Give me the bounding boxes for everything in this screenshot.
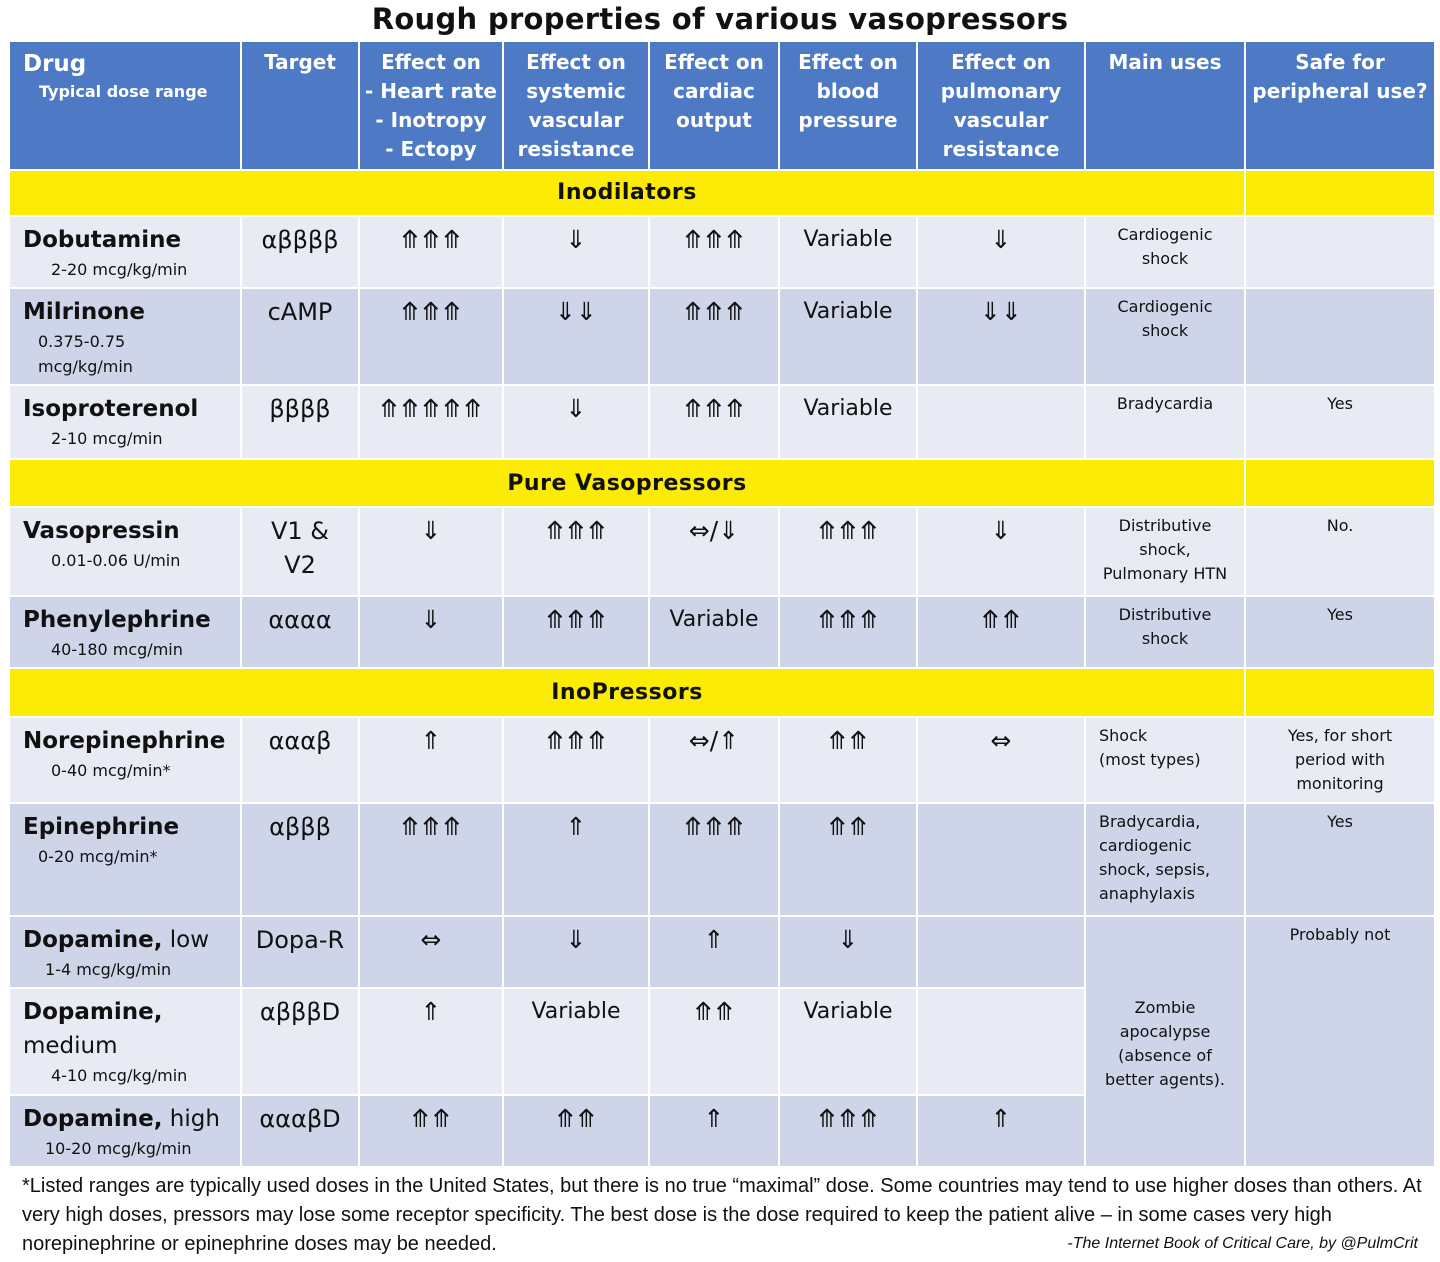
pvr-effect: ⇓ [990, 224, 1012, 254]
section-inodilators [9, 170, 1435, 216]
pvr-effect: ⇔ [990, 725, 1012, 755]
safe-peripheral: Yes [1327, 393, 1353, 413]
drug-cell: Dopamine, high 10-20 mcg/kg/min [9, 1095, 241, 1168]
main-uses: Bradycardia [1116, 393, 1214, 413]
co-effect: ⤊⤊⤊ [682, 811, 746, 841]
header-target: Target [241, 41, 359, 170]
bp-effect: ⤊⤊⤊ [816, 604, 880, 634]
target-value: αβββD [259, 997, 341, 1026]
co-effect: Variable [669, 606, 759, 632]
hr-effect: ⇓ [420, 604, 442, 634]
hr-effect: ⤊⤊⤊ [399, 811, 463, 841]
co-effect: ⤊⤊⤊ [682, 393, 746, 423]
header-safe-peripheral: Safe for peripheral use? [1245, 41, 1435, 170]
pvr-effect: ⤊⤊ [980, 604, 1022, 634]
section-pure-vasopressors [9, 459, 1435, 507]
dopamine-main-uses: Zombie apocalypse (absence of better agents). [1085, 916, 1245, 1167]
bp-effect: ⤊⤊ [827, 811, 869, 841]
co-effect: ⇔/⇑ [688, 725, 740, 755]
section-label: InoPressors [9, 668, 1245, 716]
header-pvr: Effect on pulmonary vascular resistance [917, 41, 1085, 170]
header-drug: Drug Typical dose range [9, 41, 241, 170]
svr-effect: ⤊⤊⤊ [544, 725, 608, 755]
section-label: Pure Vasopressors [9, 459, 1245, 507]
safe-peripheral: Yes [1327, 604, 1353, 624]
main-uses: Cardiogenic shock [1117, 224, 1213, 268]
svr-effect: ⇓ [565, 393, 587, 423]
section-inopressors [9, 668, 1435, 716]
co-effect: ⇑ [703, 924, 725, 954]
hr-effect: ⤊⤊ [410, 1103, 452, 1133]
header-cardiac-output: Effect on cardiac output [649, 41, 779, 170]
safe-peripheral: Yes, for short period with monitoring [1287, 725, 1393, 793]
pvr-effect: ⇓ [990, 516, 1012, 546]
bp-effect: ⤊⤊ [827, 725, 869, 755]
hr-effect: ⇑ [420, 725, 442, 755]
section-label: Inodilators [9, 170, 1245, 216]
target-value: αβββ [269, 812, 331, 841]
table-row [9, 916, 1435, 988]
drug-cell: Dobutamine 2-20 mcg/kg/min [9, 216, 241, 288]
svr-effect: ⤊⤊ [555, 1103, 597, 1133]
drug-cell: Dopamine, medium 4-10 mcg/kg/min [9, 988, 241, 1095]
svr-effect: ⤊⤊⤊ [544, 516, 608, 546]
main-uses: Distributive shock [1118, 604, 1212, 648]
header-main-uses: Main uses [1085, 41, 1245, 170]
co-effect: ⇑ [703, 1103, 725, 1133]
dopamine-safe-peripheral: Probably not [1245, 916, 1435, 1167]
table-row [9, 385, 1435, 459]
bp-effect: ⇓ [837, 924, 859, 954]
target-value: αααβD [259, 1104, 341, 1133]
svr-effect: ⇓ [565, 224, 587, 254]
hr-effect: ⤊⤊⤊ [399, 224, 463, 254]
header-row [9, 41, 1435, 170]
safe-peripheral [1246, 217, 1434, 223]
bp-effect: Variable [803, 226, 893, 252]
bp-effect: Variable [803, 395, 893, 421]
co-effect: ⤊⤊⤊ [682, 224, 746, 254]
bp-effect: ⤊⤊⤊ [816, 1103, 880, 1133]
main-uses: Distributive shock, Pulmonary HTN [1102, 516, 1228, 584]
safe-peripheral: Yes [1327, 811, 1353, 831]
bp-effect: Variable [803, 299, 893, 325]
pvr-effect: ⇓⇓ [980, 297, 1022, 327]
safe-peripheral: No. [1326, 516, 1354, 536]
page-title: Rough properties of various vasopressors [371, 2, 1069, 36]
pvr-effect [918, 386, 1084, 392]
table-row [9, 596, 1435, 668]
header-heart-rate: Effect on - Heart rate - Inotropy - Ectopy [359, 41, 503, 170]
drug-cell: Milrinone 0.375-0.75 mcg/kg/min [9, 288, 241, 385]
table-row [9, 507, 1435, 595]
credit: -The Internet Book of Critical Care, by @PulmCrit [1063, 1235, 1418, 1253]
pvr-effect: ⇑ [990, 1103, 1012, 1133]
co-effect: ⇔/⇓ [688, 516, 740, 546]
target-value: αββββ [261, 225, 339, 254]
target-value: αααβ [268, 726, 332, 755]
table-row [9, 803, 1435, 916]
hr-effect: ⇓ [420, 516, 442, 546]
hr-effect: ⤊⤊⤊ [399, 297, 463, 327]
co-effect: ⤊⤊ [693, 996, 735, 1026]
drug-cell: Vasopressin 0.01-0.06 U/min [9, 507, 241, 595]
drug-cell: Phenylephrine 40-180 mcg/min [9, 596, 241, 668]
svr-effect: ⇓⇓ [555, 297, 597, 327]
hr-effect: ⇑ [420, 996, 442, 1026]
svr-effect: Variable [531, 998, 621, 1024]
target-value: Dopa-R [255, 925, 345, 954]
drug-cell: Isoproterenol 2-10 mcg/min [9, 385, 241, 459]
hr-effect: ⇔ [420, 924, 442, 954]
header-blood-pressure: Effect on blood pressure [779, 41, 917, 170]
pvr-effect [918, 989, 1084, 995]
table-row [9, 216, 1435, 288]
main-uses: Bradycardia, cardiogenic shock, sepsis, anaphylaxis [1099, 811, 1211, 903]
svr-effect: ⇑ [565, 811, 587, 841]
target-value: αααα [268, 605, 332, 634]
drug-cell: Norepinephrine 0-40 mcg/min* [9, 717, 241, 803]
main-uses: Shock (most types) [1099, 725, 1201, 769]
main-uses: Cardiogenic shock [1117, 297, 1213, 341]
target-value: cAMP [267, 298, 333, 327]
table-row [9, 717, 1435, 803]
target-value: V1 & V2 [270, 517, 330, 580]
pvr-effect [918, 917, 1084, 923]
svr-effect: ⇓ [565, 924, 587, 954]
drug-cell: Epinephrine 0-20 mcg/min* [9, 803, 241, 916]
pvr-effect [918, 804, 1084, 810]
target-value: ββββ [269, 394, 331, 423]
table-row [9, 288, 1435, 385]
footnote: *Listed ranges are typically used doses in the United States, but there is no true “maximal” dose. Some countries may tend to use higher doses than others. At very high doses, pressors may lose some receptor specificity. The best dose is the dose required to keep the patient alive – in some cases very high norepinephrine or epinephrine doses may be needed. [22, 1175, 1422, 1255]
safe-peripheral [1246, 289, 1434, 295]
hr-effect: ⤊⤊⤊⤊⤊ [378, 393, 484, 423]
co-effect: ⤊⤊⤊ [682, 297, 746, 327]
vasopressor-table [8, 40, 1436, 1168]
drug-cell: Dopamine, low 1-4 mcg/kg/min [9, 916, 241, 988]
bp-effect: Variable [803, 998, 893, 1024]
svr-effect: ⤊⤊⤊ [544, 604, 608, 634]
header-svr: Effect on systemic vascular resistance [503, 41, 649, 170]
bp-effect: ⤊⤊⤊ [816, 516, 880, 546]
